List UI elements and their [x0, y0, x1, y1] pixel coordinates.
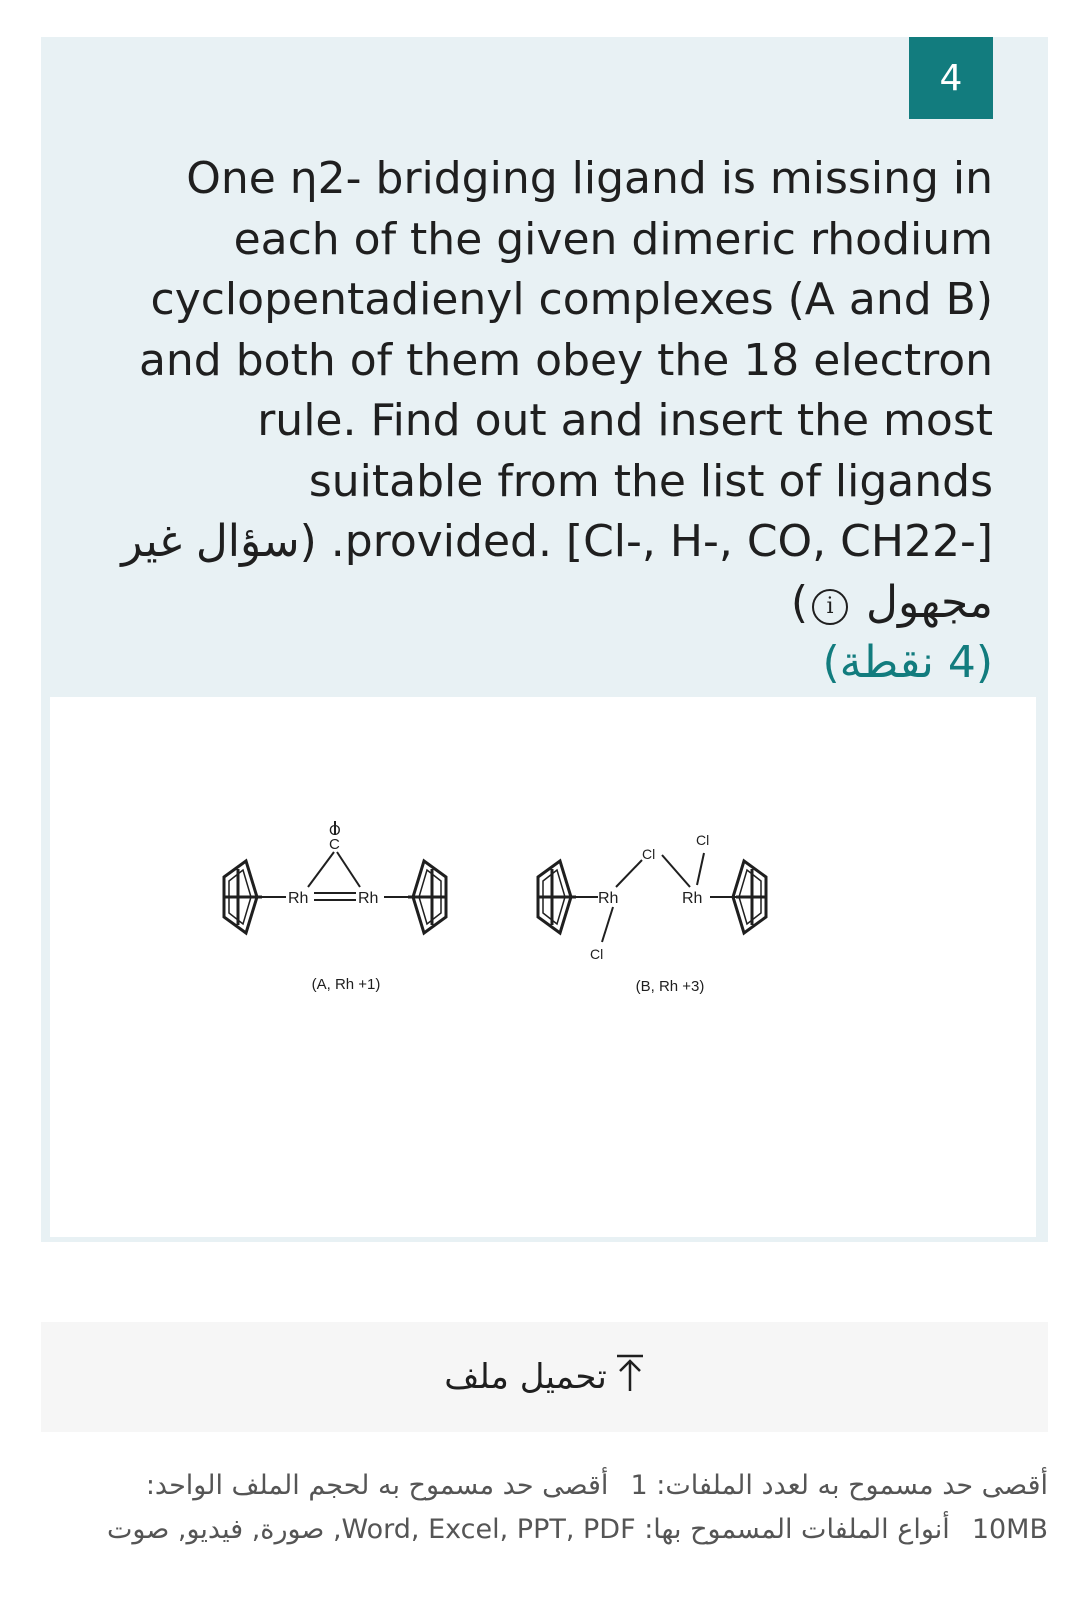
complex-a	[224, 821, 446, 993]
allowed-types-value: Word, Excel, PPT, PDF, صورة, فيديو, صوت	[106, 1514, 636, 1545]
allowed-types-label: أنواع الملفات المسموح بها:	[644, 1514, 950, 1545]
complex-b-top-cl: Cl	[696, 832, 710, 848]
question-number-badge: 4	[909, 37, 993, 119]
upload-arrow-icon	[615, 1353, 645, 1402]
complex-a-caption: (A, Rh +1)	[311, 976, 381, 993]
cyclopentadienyl-ring-right-b	[733, 861, 766, 933]
anonymous-label: (سؤال غير مجهول i)	[121, 516, 993, 628]
cyclopentadienyl-ring-left-a	[224, 861, 262, 933]
cyclopentadienyl-ring-left-b	[538, 861, 576, 933]
limits-line-2	[88, 1508, 1048, 1552]
complex-b-caption: (B, Rh +3)	[635, 978, 705, 995]
complex-b-bridge-cl: Cl	[642, 846, 656, 862]
max-files-label: أقصى حد مسموح به لعدد الملفات:	[656, 1470, 1048, 1501]
info-icon[interactable]: i	[812, 589, 848, 625]
complex-b	[538, 832, 766, 995]
upload-limits	[88, 1464, 1048, 1552]
max-size-label: أقصى حد مسموح به لحجم الملف الواحد:	[145, 1470, 609, 1501]
question-text: One η2- bridging ligand is missing in each of the given dimeric rhodium cyclopentadienyl complexes (A and B) and both of them obey the 18 electron rule. Find out and insert the most suitable from the list of ligands provided. [Cl-, H-, CO, CH22-]	[138, 153, 993, 567]
max-size-value: 10MB	[971, 1514, 1048, 1545]
complex-b-metal-left: Rh	[598, 890, 619, 907]
complex-a-bridge-c: C	[329, 836, 340, 853]
complex-a-bridge-o: O	[329, 822, 341, 839]
question-end-punct: .	[330, 516, 345, 567]
complex-b-bottom-cl: Cl	[590, 946, 604, 962]
complex-b-metal-right: Rh	[682, 890, 703, 907]
question-image	[50, 697, 1036, 1237]
limits-line-1	[88, 1464, 1048, 1508]
complex-a-metal-right: Rh	[358, 890, 379, 907]
upload-file-label: تحميل ملف	[444, 1357, 607, 1397]
question-text-block	[113, 149, 993, 694]
complex-a-metal-left: Rh	[288, 890, 309, 907]
rhodium-complexes-figure	[50, 697, 1036, 1237]
question-card	[41, 37, 1048, 1242]
max-files-value: 1	[630, 1470, 648, 1501]
cyclopentadienyl-ring-right-a	[408, 861, 446, 933]
question-points: (4 نقطة)	[822, 637, 993, 688]
upload-file-button[interactable]	[41, 1322, 1048, 1432]
